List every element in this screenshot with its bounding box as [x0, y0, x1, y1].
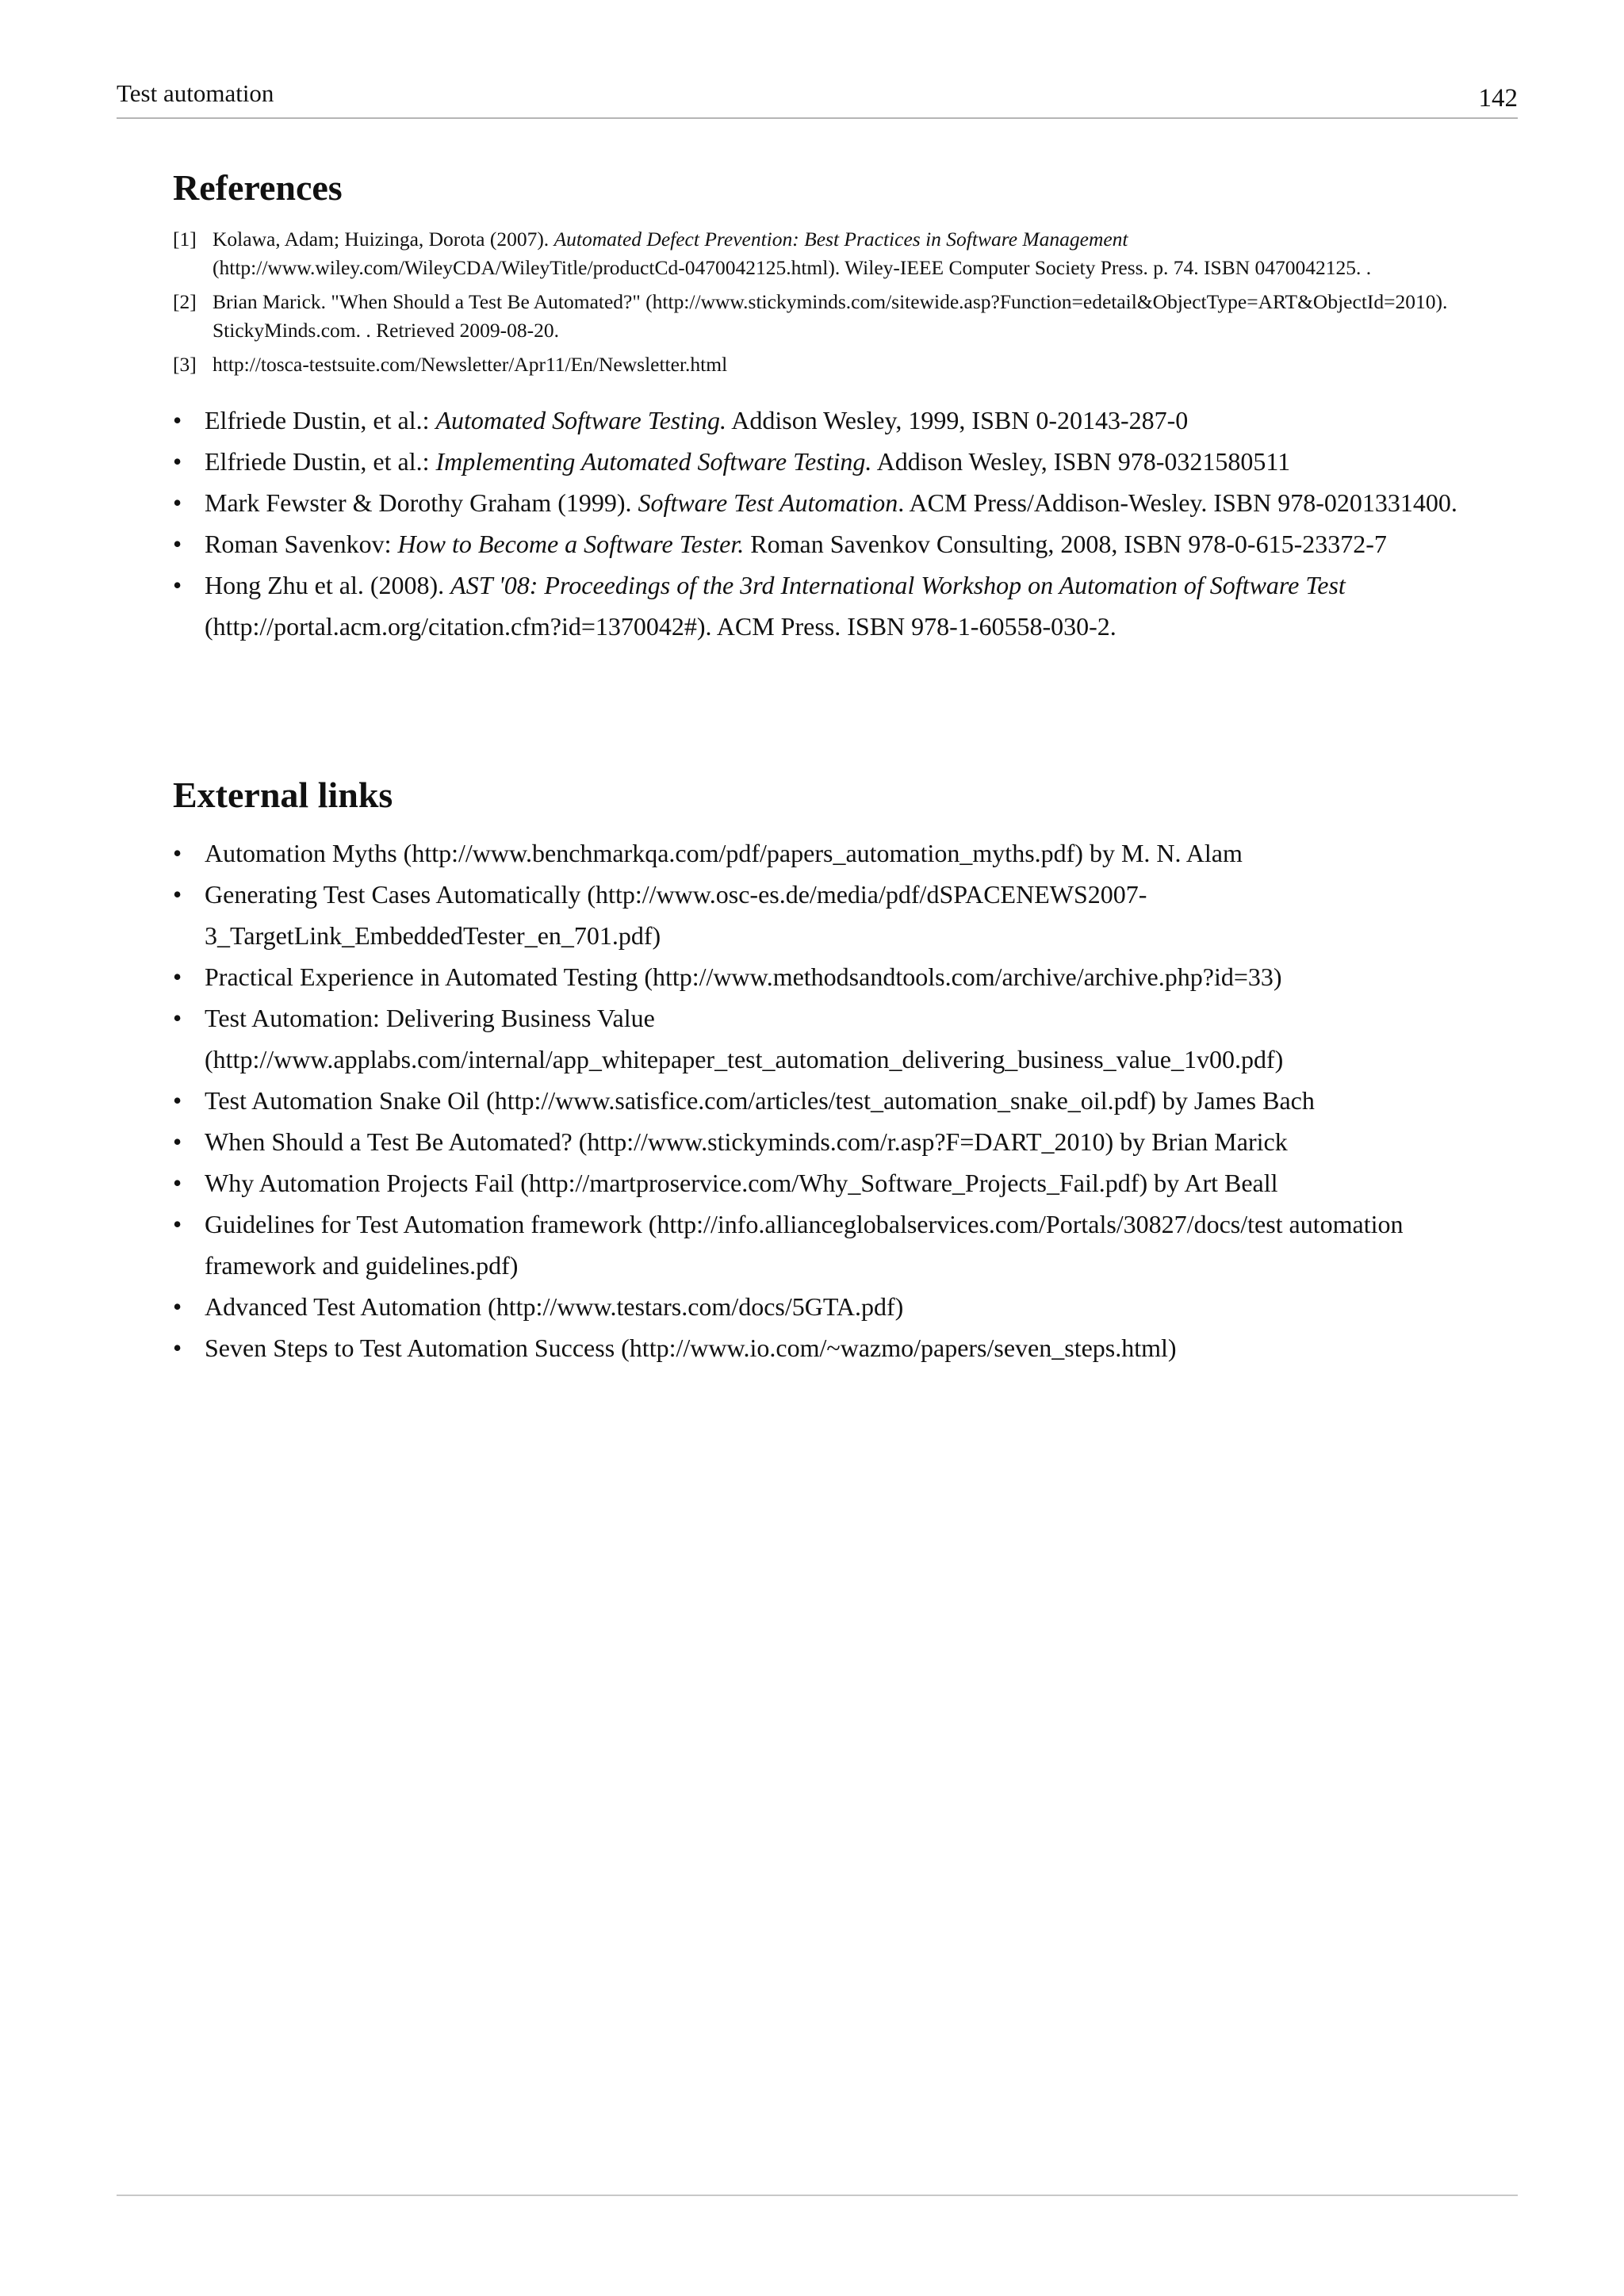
- list-item: [173, 400, 1473, 441]
- list-item-text: [205, 400, 1473, 441]
- list-item-text: [205, 564, 1473, 647]
- list-item-text: [205, 441, 1473, 482]
- list-item-post: . ACM Press/Addison-Wesley. ISBN 978-0201331400.: [898, 488, 1457, 517]
- list-item: [173, 482, 1473, 523]
- reference-item: [173, 350, 1457, 379]
- references-list: [173, 225, 1457, 385]
- list-item: [173, 1327, 1473, 1368]
- external-link[interactable]: [205, 956, 1473, 997]
- link-text[interactable]: Generating Test Cases Automatically (http://www.osc-es.de/media/pdf/dSPACENEWS2007-3_TargetLink_EmbeddedTester_en_701.pdf): [205, 880, 1147, 950]
- page-number: 142: [1478, 84, 1518, 113]
- footer-divider: [117, 2195, 1518, 2196]
- external-link[interactable]: [205, 997, 1473, 1080]
- reference-item: [173, 225, 1457, 282]
- list-item: [173, 1121, 1473, 1162]
- list-item-pre: Elfriede Dustin, et al.:: [205, 406, 436, 434]
- list-item: [173, 874, 1473, 956]
- list-item: [173, 441, 1473, 482]
- list-item-text: [205, 482, 1473, 523]
- external-links-list: [173, 832, 1473, 1368]
- reference-text: [213, 225, 1457, 282]
- list-item: [173, 523, 1473, 564]
- external-links-heading: External links: [173, 775, 393, 815]
- link-text[interactable]: When Should a Test Be Automated? (http://www.stickyminds.com/r.asp?F=DART_2010) by Brian Marick: [205, 1127, 1288, 1156]
- reference-text-link[interactable]: http://tosca-testsuite.com/Newsletter/Apr11/En/Newsletter.html: [213, 353, 728, 376]
- reference-text-link[interactable]: Brian Marick. "When Should a Test Be Automated?" (http://www.stickyminds.com/sitewide.asp?Function=edetail&ObjectType=ART&ObjectId=2010). StickyMinds.com. . Retrieved 2009-08-20.: [213, 290, 1448, 342]
- bullet-icon: •: [173, 962, 182, 991]
- bullet-icon: •: [173, 1292, 182, 1321]
- reference-text-link[interactable]: (http://www.wiley.com/WileyCDA/WileyTitle/productCd-0470042125.html). Wiley-IEEE Computer Society Press. p. 74. ISBN 0470042125. .: [213, 256, 1372, 279]
- link-text[interactable]: Test Automation Snake Oil (http://www.satisfice.com/articles/test_automation_snake_oil.pdf) by James Bach: [205, 1086, 1315, 1115]
- reference-title: Automated Defect Prevention: Best Practices in Software Management: [553, 228, 1128, 251]
- reference-text: [213, 288, 1457, 345]
- list-item: [173, 956, 1473, 997]
- book-title: Automated Software Testing.: [435, 406, 726, 434]
- reference-number: [3]: [173, 353, 197, 376]
- page-header: [117, 79, 1518, 119]
- reference-text-pre: Kolawa, Adam; Huizinga, Dorota (2007).: [213, 228, 554, 251]
- list-item-pre: Roman Savenkov:: [205, 530, 398, 558]
- link-text[interactable]: Seven Steps to Test Automation Success (http://www.io.com/~wazmo/papers/seven_steps.html): [205, 1334, 1177, 1362]
- bullet-icon: •: [173, 1086, 182, 1115]
- list-item-pre: Elfriede Dustin, et al.:: [205, 447, 436, 476]
- list-item-text: [205, 523, 1473, 564]
- list-item-post: Roman Savenkov Consulting, 2008, ISBN 978-0-615-23372-7: [744, 530, 1387, 558]
- link-text[interactable]: Advanced Test Automation (http://www.testars.com/docs/5GTA.pdf): [205, 1292, 904, 1321]
- external-link[interactable]: [205, 1121, 1473, 1162]
- bullet-icon: •: [173, 571, 182, 599]
- external-link[interactable]: [205, 1203, 1473, 1286]
- bullet-icon: •: [173, 839, 182, 867]
- running-title: Test automation: [117, 79, 274, 107]
- list-item: [173, 1080, 1473, 1121]
- bullet-icon: •: [173, 406, 182, 434]
- bullet-icon: •: [173, 1210, 182, 1238]
- external-link[interactable]: [205, 1162, 1473, 1203]
- bullet-icon: •: [173, 447, 182, 476]
- list-item-pre: Hong Zhu et al. (2008).: [205, 571, 451, 599]
- bullet-icon: •: [173, 488, 182, 517]
- references-heading: References: [173, 167, 343, 208]
- book-title: Implementing Automated Software Testing.: [435, 447, 872, 476]
- link-text[interactable]: Guidelines for Test Automation framework (http://info.allianceglobalservices.com/Portals/30827/docs/test automation framework and guidelines.pdf): [205, 1210, 1404, 1280]
- bullet-icon: •: [173, 880, 182, 909]
- bullet-icon: •: [173, 1334, 182, 1362]
- external-link[interactable]: [205, 1080, 1473, 1121]
- reference-number: [1]: [173, 228, 197, 251]
- link-text[interactable]: Why Automation Projects Fail (http://martproservice.com/Why_Software_Projects_Fail.pdf) by Art Beall: [205, 1169, 1278, 1197]
- external-link[interactable]: [205, 874, 1473, 956]
- list-item: [173, 1162, 1473, 1203]
- list-item: [173, 564, 1473, 647]
- external-link[interactable]: [205, 832, 1473, 874]
- list-item: [173, 1286, 1473, 1327]
- external-link[interactable]: [205, 1286, 1473, 1327]
- reference-text: [213, 350, 1457, 379]
- link-text[interactable]: Test Automation: Delivering Business Value (http://www.applabs.com/internal/app_whitepaper_test_automation_delivering_business_value_1v00.pdf): [205, 1004, 1284, 1073]
- list-item-post: Addison Wesley, ISBN 978-0321580511: [871, 447, 1291, 476]
- book-title: How to Become a Software Tester.: [397, 530, 745, 558]
- link-text[interactable]: Automation Myths (http://www.benchmarkqa.com/pdf/papers_automation_myths.pdf) by M. N. Alam: [205, 839, 1243, 867]
- reference-number: [2]: [173, 290, 197, 313]
- list-item-link[interactable]: (http://portal.acm.org/citation.cfm?id=1370042#). ACM Press. ISBN 978-1-60558-030-2.: [205, 612, 1116, 641]
- external-link[interactable]: [205, 1327, 1473, 1368]
- bullet-icon: •: [173, 1127, 182, 1156]
- bullet-icon: •: [173, 530, 182, 558]
- book-title: Software Test Automation: [638, 488, 898, 517]
- bullet-icon: •: [173, 1004, 182, 1032]
- list-item-post: Addison Wesley, 1999, ISBN 0-20143-287-0: [726, 406, 1189, 434]
- further-reading-list: [173, 400, 1473, 647]
- reference-item: [173, 288, 1457, 345]
- book-title: AST '08: Proceedings of the 3rd International Workshop on Automation of Software Test: [450, 571, 1346, 599]
- list-item-pre: Mark Fewster & Dorothy Graham (1999).: [205, 488, 638, 517]
- list-item: [173, 832, 1473, 874]
- list-item: [173, 1203, 1473, 1286]
- list-item: [173, 997, 1473, 1080]
- link-text[interactable]: Practical Experience in Automated Testing (http://www.methodsandtools.com/archive/archive.php?id=33): [205, 962, 1282, 991]
- bullet-icon: •: [173, 1169, 182, 1197]
